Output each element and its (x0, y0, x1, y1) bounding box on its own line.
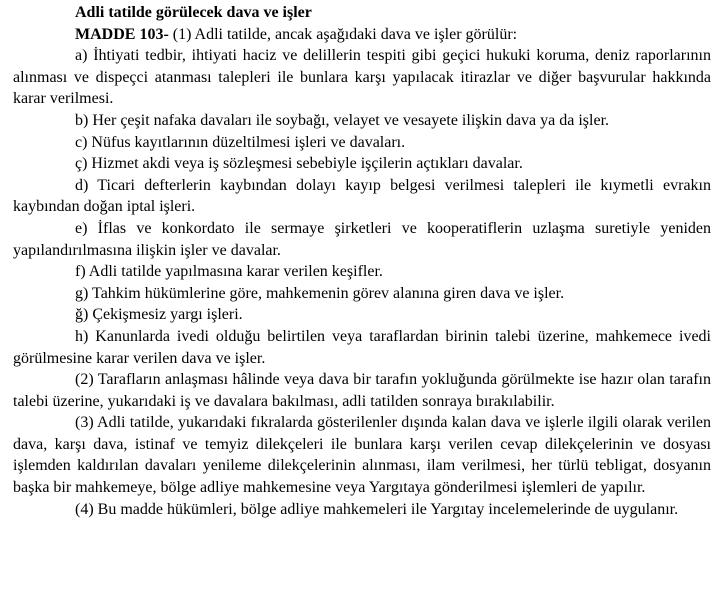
article-intro-text: (1) Adli tatilde, ancak aşağıdaki dava ve işler görülür: (168, 25, 518, 43)
item-c-cedilla: ç) Hizmet akdi veya iş sözleşmesi sebebiyle işçilerin açtıkları davalar. (75, 155, 523, 173)
article-intro-paragraph (13, 24, 711, 46)
item-h: h) Kanunlarda ivedi olduğu belirtilen veya taraflardan birinin talebi üzerine, mahkemece ivedi görülmesine karar verilen dava ve işler. (13, 327, 711, 367)
item-c: c) Nüfus kayıtlarının düzeltilmesi işleri ve davaları. (75, 133, 406, 151)
item-d: d) Ticari defterlerin kaybından dolayı kayıp belgesi verilmesi talepleri ile kıymetli evrakın kaybından doğan iptal işleri. (13, 176, 711, 216)
subsection-3: (3) Adli tatilde, yukarıdaki fıkralarda gösterilenler dışında kalan dava ve işlerle ilgili olarak verilen dava, karşı dava, istinaf ve temyiz dilekçeleri ile bunlara karşı verilen cevap dilekçelerinin ve dosyası işlemden kaldırılan davaları yenileme dilekçelerinin alınması, ilam verilmesi, her türlü tebligat, dosyanın başka bir mahkemeye, bölge adliye mahkemesine veya Yargıtaya gönderilmesi işlemleri de yapılır. (13, 414, 711, 497)
item-g: g) Tahkim hükümlerine göre, mahkemenin görev alanına giren dava ve işler. (75, 284, 565, 302)
subsection-2: (2) Tarafların anlaşması hâlinde veya dava bir tarafın yokluğunda görülmekte ise hazır olan tarafın talebi üzerine, yukarıdaki iş ve davalara bakılması, adli tatilden sonraya bırakılabilir. (13, 371, 711, 410)
article-heading: Adli tatilde görülecek dava ve işler (75, 4, 312, 21)
item-g-breve: ğ) Çekişmesiz yargı işleri. (75, 306, 243, 324)
item-b: b) Her çeşit nafaka davaları ile soybağı, velayet ve vesayete ilişkin dava ya da işler. (75, 111, 610, 129)
item-a: a) İhtiyati tedbir, ihtiyati haciz ve delillerin tespiti gibi geçici hukuki koruma, deniz raporlarının alınması ve dispeçci atanması talepleri ile bunlara karşı yapılacak itirazlar ve diğer başvurular hakkında karar verilmesi. (13, 47, 711, 108)
article-number: MADDE 103- (75, 25, 169, 43)
item-e: e) İflas ve konkordato ile sermaye şirketleri ve kooperatiflerin uzlaşma suretiyle yeniden yapılandırılmasına ilişkin işler ve davalar. (13, 219, 711, 259)
item-f: f) Adli tatilde yapılmasına karar verilen keşifler. (75, 263, 383, 281)
subsection-4: (4) Bu madde hükümleri, bölge adliye mahkemeleri ile Yargıtay incelemelerinde de uygulanır. (75, 500, 679, 518)
